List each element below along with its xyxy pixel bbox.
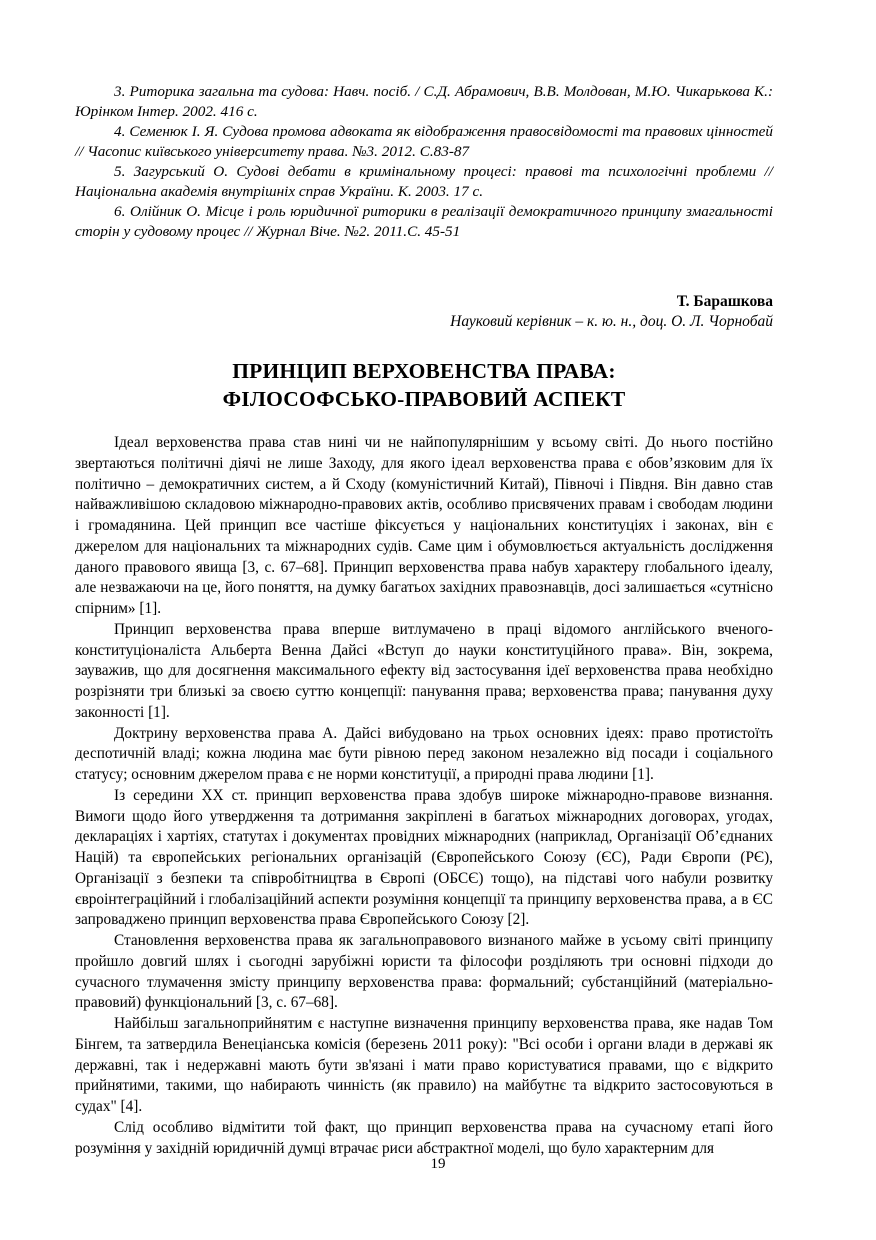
title-line: ФІЛОСОФСЬКО-ПРАВОВИЙ АСПЕКТ xyxy=(222,387,626,411)
body-paragraph: Принцип верховенства права вперше витлумачено в праці відомого англійського вченого-конституціоналіста Альберта Венна Дайсі «Вступ до науки конституційного права». Він, зокрема, зауважив, що для досягнення максимального ефекту від застосування ідеї верховенства права необхідно розрізняти три близькі за своєю суттю концепції: панування права; верховенства права; панування духу законності [1]. xyxy=(75,620,773,721)
reference-list xyxy=(75,82,773,242)
article-body xyxy=(75,433,773,1159)
body-paragraph: Доктрину верховенства права А. Дайсі вибудовано на трьох основних ідеях: право протистоїть деспотичній владі; кожна людина має бути рівною перед законом незалежно від посади і соціального статусу; основним джерелом права є не норми конституції, а природні права людини [1]. xyxy=(75,724,773,783)
reference-item: 6. Олійник О. Місце і роль юридичної риторики в реалізації демократичного принципу змагальності сторін у судовому процес // Журнал Віче. №2. 2011.С. 45-51 xyxy=(75,203,773,240)
reference-item: 5. Загурський О. Судові дебати в кримінальному процесі: правові та психологічні проблеми // Національна академія внутрішніх справ України. К. 2003. 17 с. xyxy=(75,163,773,200)
author-name: Т. Барашкова xyxy=(676,293,773,310)
title-line: ПРИНЦИП ВЕРХОВЕНСТВА ПРАВА: xyxy=(232,359,616,383)
reference-item: 3. Риторика загальна та судова: Навч. посіб. / С.Д. Абрамович, В.В. Молдован, М.Ю. Чикарькова К.: Юрінком Інтер. 2002. 416 с. xyxy=(75,83,773,120)
reference-item: 4. Семенюк І. Я. Судова промова адвоката як відображення правосвідомості та правових цінностей // Часопис київського університету права. №3. 2012. С.83-87 xyxy=(75,123,773,160)
body-paragraph: Найбільш загальноприйнятим є наступне визначення принципу верховенства права, яке надав Том Бінгем, та затвердила Венеціанська комісія (березень 2011 року): "Всі особи і органи влади в державі як державні, так і недержавні мають бути зв'язані і мати право користуватися правами, що є відкрито прийнятими, такими, що набирають чинність (як правило) на майбутнє та відкрито застосовуються в судах" [4]. xyxy=(75,1015,773,1115)
body-paragraph: Становлення верховенства права як загальноправового визнаного майже в усьому світі принципу пройшло довгий шлях і сьогодні зарубіжні юристи та філософи розділяють три основні підходи до сучасного тлумачення змісту принципу верховенства права: формальний; субстанційний (матеріально-правовий) функціональний [3, с. 67–68]. xyxy=(75,932,773,1012)
body-paragraph: Слід особливо відмітити той факт, що принцип верховенства права на сучасному етапі його розуміння у західній юридичній думці втрачає риси абстрактної моделі, що було характерним для xyxy=(75,1118,773,1157)
page-number: 19 xyxy=(430,1156,446,1172)
document-page xyxy=(75,82,773,1159)
body-paragraph: Із середини XX ст. принцип верховенства права здобув широке міжнародно-правове визнання. Вимоги щодо його утвердження та дотримання закріплені в багатьох міжнародних договорах, угодах, деклараціях і хартіях, статутах і документах провідних міжнародних (наприклад, Організації Об’єднаних Націй) та європейських регіональних організацій (Європейського Союзу (ЄС), Ради Європи (РЄ), Організації з безпеки та співробітництва в Європі (ОБСЄ) тощо), на підставі чого набули розвитку євроінтеграційний і глобалізаційний аспекти розуміння концепції та принципу верховенства права, а в ЄС запроваджено принцип верховенства права Європейського Союзу [2]. xyxy=(75,786,773,929)
author-block xyxy=(75,292,773,332)
article-title xyxy=(75,357,773,413)
supervisor-line: Науковий керівник – к. ю. н., доц. О. Л. Чорнобай xyxy=(450,313,773,330)
body-paragraph: Ідеал верховенства права став нині чи не найпопулярнішим у всьому світі. До нього постійно звертаються політичні діячі не лише Заходу, для якого ідеал верховенства права є обов’язковим для їх політично – демократичних систем, а й Сходу (комуністичний Китай), Півночі і Півдня. Він давно став найважливішою складовою міжнародно-правових актів, особливо присвячених правам і свободам людини і громадянина. Цей принцип все частіше фіксується у національних конституціях і законах, він є джерелом для національних та міжнародних судів. Саме цим і обумовлюється актуальність дослідження даного правового явища [3, с. 67–68]. Принцип верховенства права набув характеру глобального ідеалу, але незважаючи на це, його поняття, на думку багатьох західних правознавців, досі залишається «сутнісно спірним» [1]. xyxy=(75,434,773,617)
